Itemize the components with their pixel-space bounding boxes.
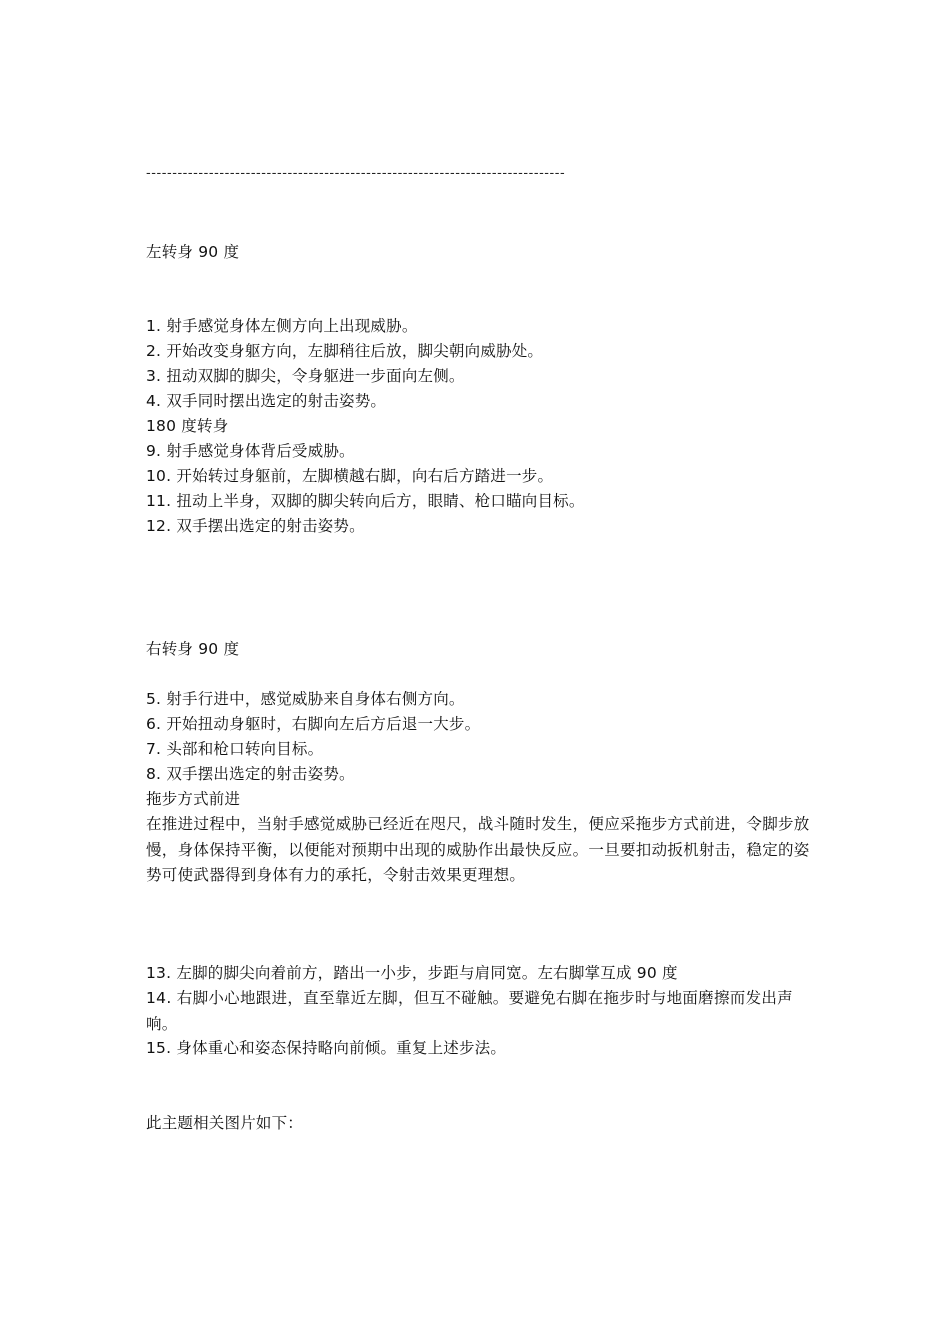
step-3: 3. 扭动双脚的脚尖，令身躯进一步面向左侧。 [146,367,465,385]
step-12: 12. 双手摆出选定的射击姿势。 [146,517,365,535]
step-4: 4. 双手同时摆出选定的射击姿势。 [146,392,387,410]
step-15: 15. 身体重心和姿态保持略向前倾。重复上述步法。 [146,1039,507,1057]
heading-180-turn: 180 度转身 [146,417,229,435]
step-2: 2. 开始改变身躯方向，左脚稍往后放，脚尖朝向威胁处。 [146,342,544,360]
heading-right-turn: 右转身 90 度 [146,640,240,658]
shuffle-paragraph: 在推进过程中，当射手感觉威胁已经近在咫尺，战斗随时发生，便应采拖步方式前进，令脚步放慢，身体保持平衡，以便能对预期中出现的威胁作出最快反应。一旦要扣动扳机射击，稳定的姿势可使武器得到身体有力的承托，令射击效果更理想。 [146,815,810,884]
step-6: 6. 开始扭动身躯时，右脚向左后方后退一大步。 [146,715,481,733]
step-13: 13. 左脚的脚尖向着前方，踏出一小步，步距与肩同宽。左右脚掌互成 90 度 [146,964,678,982]
related-images-caption: 此主题相关图片如下： [146,1114,304,1132]
step-10: 10. 开始转过身躯前，左脚横越右脚，向右后方踏进一步。 [146,467,554,485]
step-11: 11. 扭动上半身，双脚的脚尖转向后方，眼睛、枪口瞄向目标。 [146,492,585,510]
heading-shuffle-advance: 拖步方式前进 [146,790,241,808]
step-1: 1. 射手感觉身体左侧方向上出现威胁。 [146,317,418,335]
step-8: 8. 双手摆出选定的射击姿势。 [146,765,355,783]
dashed-divider: -------------------------------------------------------------------------------- [146,166,566,181]
step-9: 9. 射手感觉身体背后受威胁。 [146,442,355,460]
step-14: 14. 右脚小心地跟进，直至靠近左脚，但互不碰触。要避免右脚在拖步时与地面磨擦而发出声响。 [146,989,793,1033]
step-5: 5. 射手行进中，感觉威胁来自身体右侧方向。 [146,690,465,708]
step-7: 7. 头部和枪口转向目标。 [146,740,324,758]
heading-left-turn: 左转身 90 度 [146,243,240,261]
